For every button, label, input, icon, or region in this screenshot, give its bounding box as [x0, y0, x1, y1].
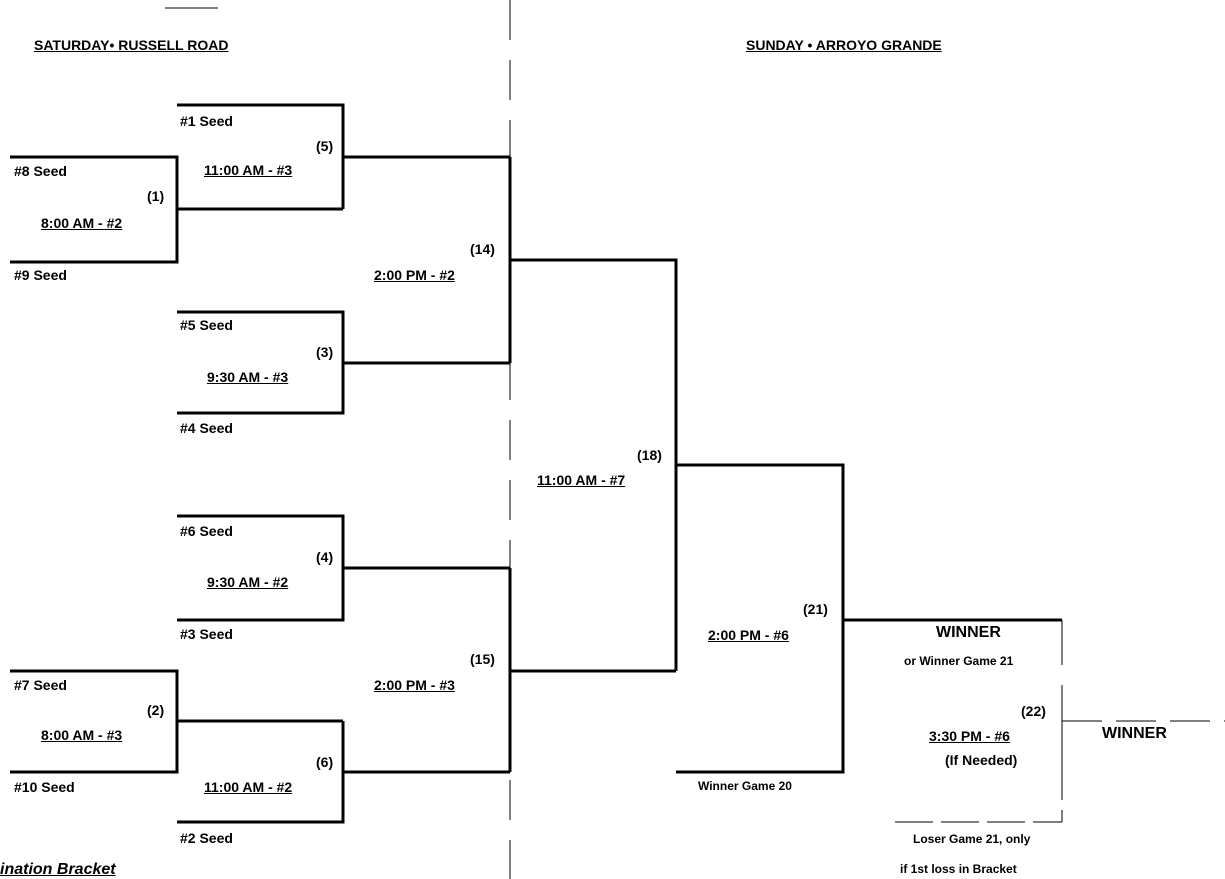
- game21-time: 2:00 PM - #6: [708, 627, 789, 643]
- game2-number: (2): [147, 702, 165, 718]
- seed-9: #9 Seed: [14, 267, 67, 283]
- game6-bracket: [177, 721, 343, 822]
- seed-2: #2 Seed: [180, 830, 233, 846]
- seed-6: #6 Seed: [180, 523, 233, 539]
- game15-time: 2:00 PM - #3: [374, 677, 455, 693]
- final-winner-label: WINNER: [1102, 725, 1167, 742]
- game4-number: (4): [316, 549, 334, 565]
- or-winner-game-21: or Winner Game 21: [904, 654, 1014, 668]
- game1-number: (1): [147, 188, 165, 204]
- game1-time: 8:00 AM - #2: [41, 215, 123, 231]
- loser-game-21-line2: if 1st loss in Bracket: [900, 862, 1017, 876]
- game5-time: 11:00 AM - #3: [204, 162, 293, 178]
- game3-time: 9:30 AM - #3: [207, 369, 289, 385]
- seed-8: #8 Seed: [14, 163, 67, 179]
- game6-number: (6): [316, 754, 334, 770]
- saturday-header: SATURDAY• RUSSELL ROAD: [34, 37, 229, 53]
- seed-7: #7 Seed: [14, 677, 67, 693]
- game22-note: (If Needed): [945, 752, 1018, 768]
- game6-time: 11:00 AM - #2: [204, 779, 293, 795]
- game15-number: (15): [470, 651, 495, 667]
- game2-time: 8:00 AM - #3: [41, 727, 123, 743]
- game4-time: 9:30 AM - #2: [207, 574, 289, 590]
- loser-game-21-line1: Loser Game 21, only: [913, 832, 1031, 846]
- game14-number: (14): [470, 241, 495, 257]
- winner-label: WINNER: [936, 624, 1001, 641]
- seed-3: #3 Seed: [180, 626, 233, 642]
- game18-number: (18): [637, 447, 662, 463]
- game18-bracket: [676, 465, 843, 772]
- game22-number: (22): [1021, 703, 1046, 719]
- bracket-title-fragment: ination Bracket: [0, 861, 116, 878]
- game5-number: (5): [316, 138, 334, 154]
- game18-time: 11:00 AM - #7: [537, 472, 626, 488]
- winner-game-20: Winner Game 20: [698, 779, 792, 793]
- sunday-header: SUNDAY • ARROYO GRANDE: [746, 37, 942, 53]
- seed-5: #5 Seed: [180, 317, 233, 333]
- game14-time: 2:00 PM - #2: [374, 267, 455, 283]
- game14-out: [510, 260, 676, 671]
- game3-number: (3): [316, 344, 334, 360]
- seed-1: #1 Seed: [180, 113, 233, 129]
- game22-time: 3:30 PM - #6: [929, 728, 1010, 744]
- seed-10: #10 Seed: [14, 779, 75, 795]
- seed-4: #4 Seed: [180, 420, 233, 436]
- game21-number: (21): [803, 601, 828, 617]
